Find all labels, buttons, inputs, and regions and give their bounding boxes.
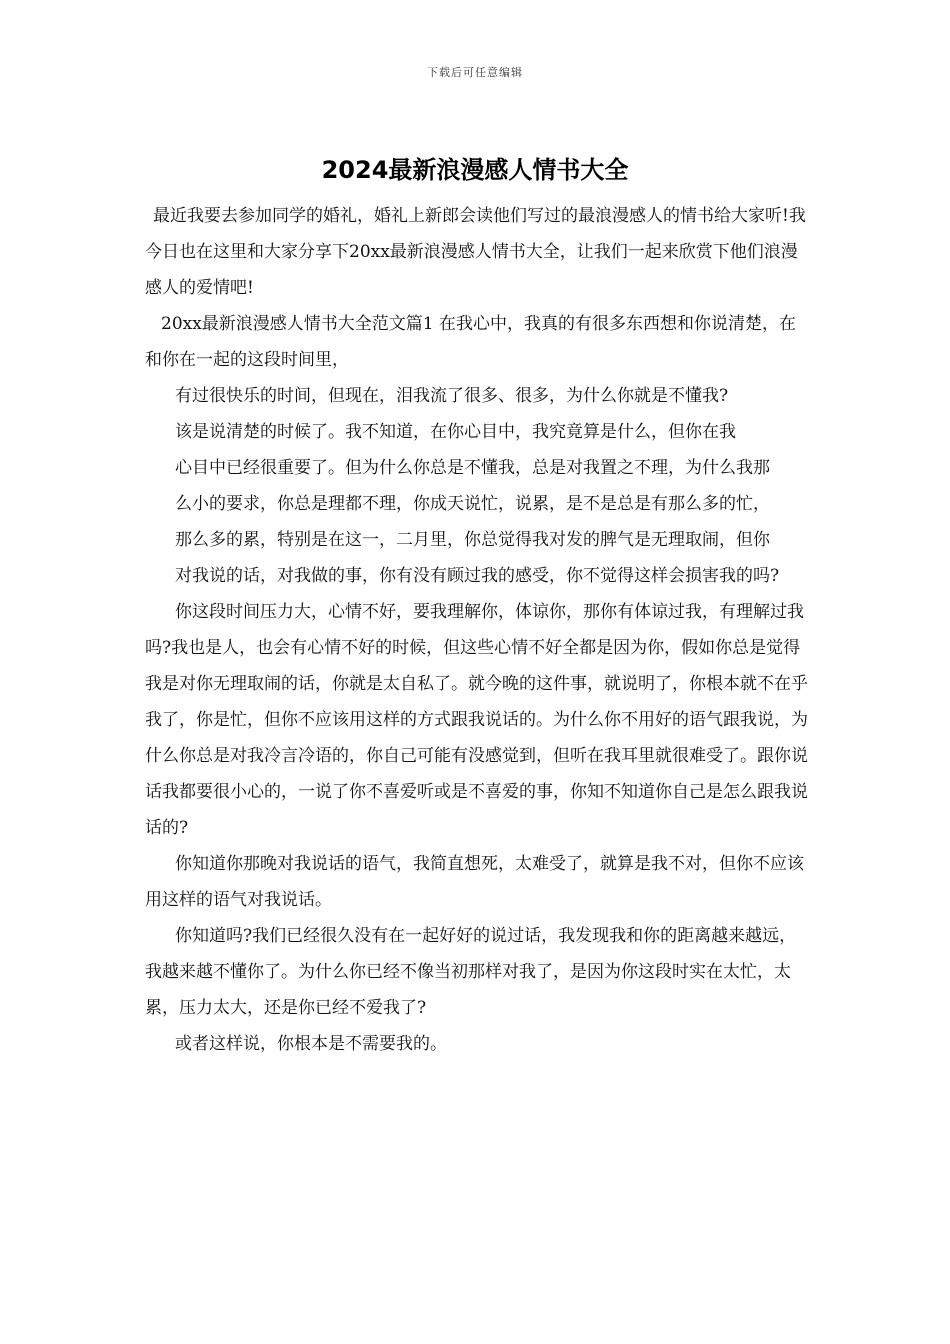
paragraph: 你这段时间压力大，心情不好，要我理解你，体谅你，那你有体谅过我，有理解过我吗?我也是人，也会有心情不好的时候，但这些心情不好全都是因为你，假如你总是觉得我是对你无理取闹的话，你就是太自私了。就今晚的这件事，就说明了，你根本就不在乎我了，你是忙，但你不应该用这样的方式跟我说话的。为什么你不用好的语气跟我说，为什么你总是对我冷言冷语的，你自己可能有没感觉到，但听在我耳里就很难受了。跟你说话我都要很小心的，一说了你不喜爱听或是不喜爱的事，你知不知道你自己是怎么跟我说话的? (145, 602, 808, 838)
paragraph: 或者这样说，你根本是不需要我的。 (175, 1034, 447, 1054)
paragraph: 你知道吗?我们已经很久没有在一起好好的说过话，我发现我和你的距离越来越远，我越来越不懂你了。为什么你已经不像当初那样对我了，是因为你这段时实在太忙，太累，压力太大，还是你已经不爱我了? (145, 926, 797, 1018)
document-title: 2024最新浪漫感人情书大全 (321, 156, 629, 184)
paragraph-intro: 最近我要去参加同学的婚礼，婚礼上新郎会读他们写过的最浪漫感人的情书给大家听!我今日也在这里和大家分享下20xx最新浪漫感人情书大全，让我们一起来欣赏下他们浪漫感人的爱情吧! (145, 206, 806, 298)
paragraph-sample-heading: 20xx最新浪漫感人情书大全范文篇1 在我心中，我真的有很多东西想和你说清楚，在和你在一起的这段时间里， (145, 314, 797, 370)
paragraph: 该是说清楚的时候了。我不知道，在你心目中，我究竟算是什么，但你在我 (175, 422, 736, 442)
paragraph: 么小的要求，你总是理都不理，你成天说忙，说累，是不是总是有那么多的忙， (175, 494, 770, 514)
header-note: 下载后可任意编辑 (427, 66, 523, 79)
paragraph: 对我说的话，对我做的事，你有没有顾过我的感受，你不觉得这样会损害我的吗? (175, 566, 780, 586)
paragraph: 心目中已经很重要了。但为什么你总是不懂我，总是对我置之不理，为什么我那 (175, 458, 770, 478)
paragraph: 有过很快乐的时间，但现在，泪我流了很多、很多，为什么你就是不懂我? (175, 386, 729, 406)
paragraph: 那么多的累，特别是在这一，二月里，你总觉得我对发的脾气是无理取闹，但你 (175, 530, 770, 550)
paragraph: 你知道你那晚对我说话的语气，我简直想死，太难受了，就算是我不对，但你不应该用这样的语气对我说话。 (145, 854, 804, 910)
document-body (145, 198, 810, 1062)
